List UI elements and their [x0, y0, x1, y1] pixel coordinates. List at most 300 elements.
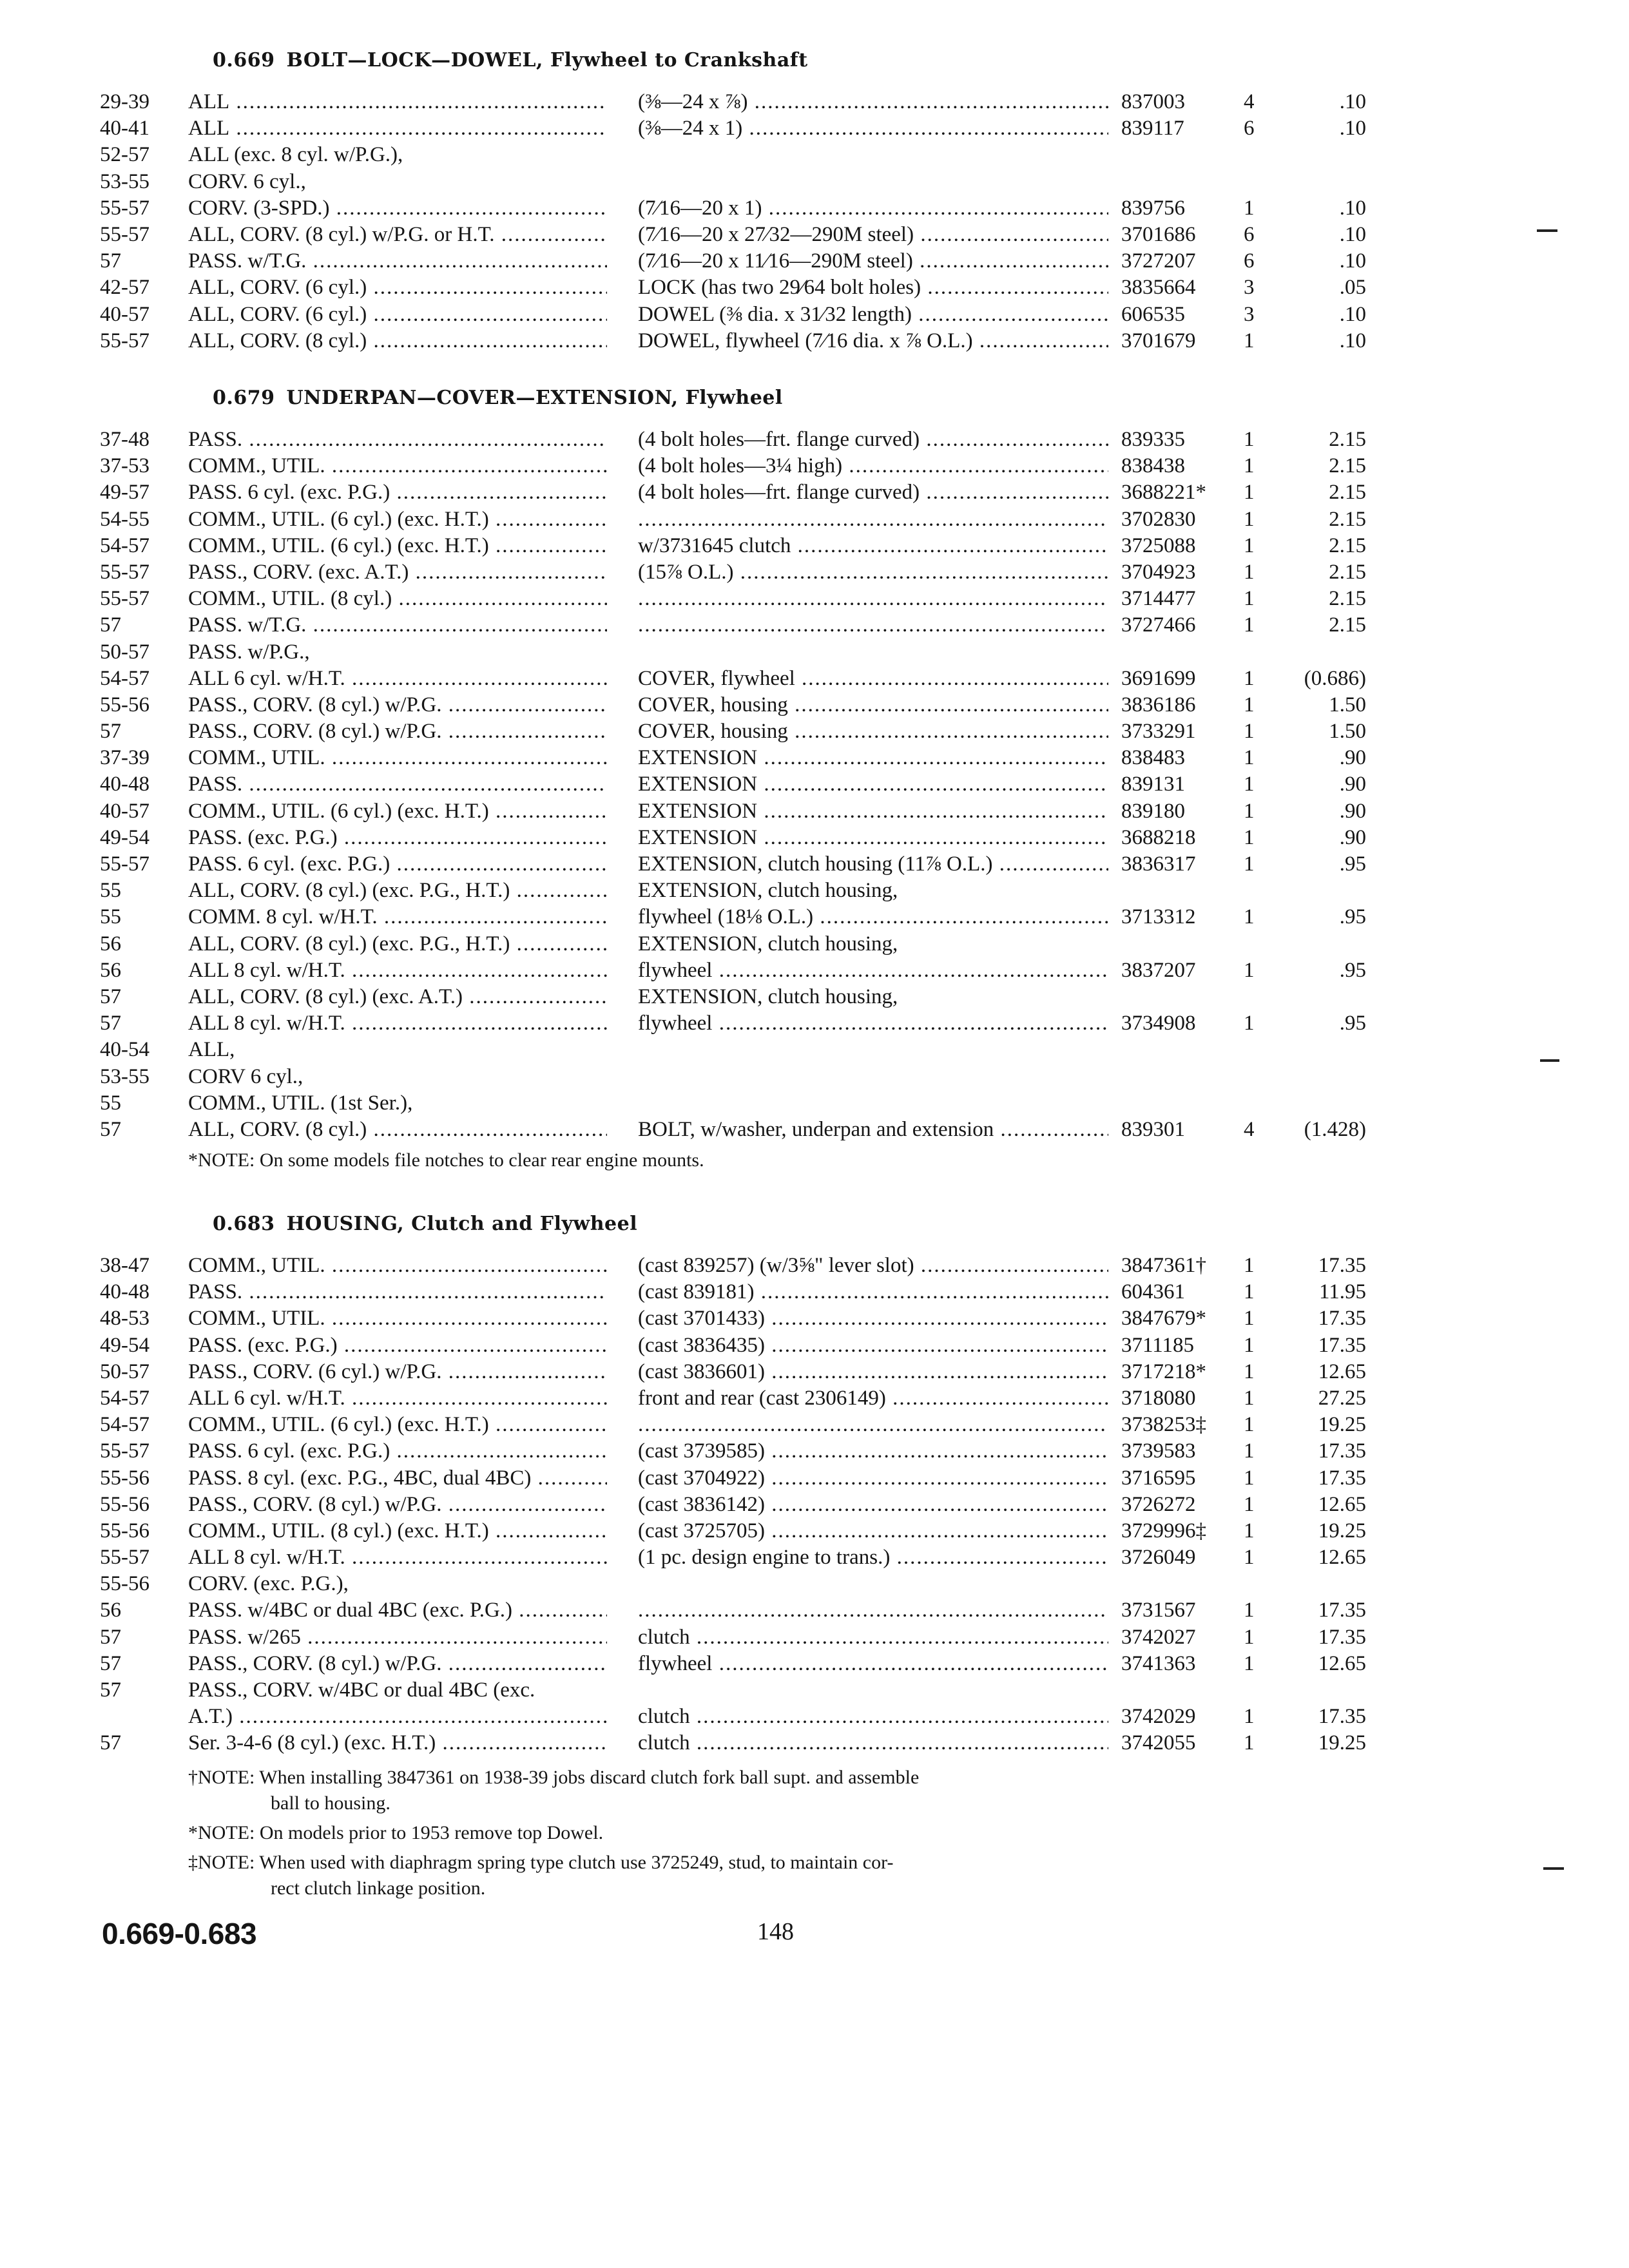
quantity-cell: 1: [1244, 1599, 1255, 1622]
part-number-cell: 3691699: [1121, 666, 1196, 690]
description-cell: (⅜—24 x 1) .....: [638, 115, 1108, 142]
description-cell: front and rear (cast 2306149) .....: [638, 1385, 1108, 1412]
part-number-cell: 3731567: [1121, 1599, 1196, 1622]
table-row: [0, 586, 1629, 612]
year-cell: 56: [100, 932, 121, 956]
year-cell: 50-57: [100, 640, 149, 664]
table-row: [0, 89, 1629, 115]
year-cell: 40-48: [100, 773, 149, 796]
description-cell: clutch .....: [638, 1624, 1108, 1651]
model-cell: ALL 8 cyl. w/H.T. .....: [188, 957, 607, 984]
model-cell: CORV. (3-SPD.) .....: [188, 195, 607, 222]
description-cell: clutch .....: [638, 1730, 1108, 1756]
description-cell: DOWEL, flywheel (7⁄16 dia. x ⅞ O.L.) .....: [638, 328, 1108, 354]
section-title: 0.683 HOUSING, Clutch and Flywheel: [213, 1213, 638, 1235]
year-cell: 55-56: [100, 1466, 149, 1490]
year-cell: 40-57: [100, 302, 149, 326]
quantity-cell: 1: [1244, 825, 1255, 849]
model-cell: PASS. 6 cyl. (exc. P.G.) .....: [188, 1438, 607, 1465]
description-cell: clutch .....: [638, 1704, 1108, 1730]
model-cell: ALL (exc. 8 cyl. w/P.G.),: [188, 143, 403, 167]
part-number-cell: 3701679: [1121, 329, 1196, 352]
table-row: [0, 798, 1629, 825]
model-cell: ALL, CORV. (8 cyl.) (exc. P.G., H.T.) .....: [188, 931, 607, 957]
quantity-cell: 1: [1244, 1625, 1255, 1649]
part-number-cell: 604361: [1121, 1280, 1185, 1304]
parts-table: [0, 89, 1629, 354]
year-cell: 57: [100, 1625, 121, 1649]
table-row: [0, 142, 1629, 168]
price-cell: 2.15: [1329, 481, 1366, 505]
description-cell: (cast 3725705) .....: [638, 1518, 1108, 1544]
section-title: 0.679 UNDERPAN—COVER—EXTENSION, Flywheel: [213, 387, 783, 409]
description-cell: EXTENSION .....: [638, 745, 1108, 771]
model-cell: PASS., CORV. w/4BC or dual 4BC (exc.: [188, 1678, 535, 1702]
model-cell: PASS. 6 cyl. (exc. P.G.) .....: [188, 479, 607, 506]
description-cell: DOWEL (⅜ dia. x 31⁄32 length) .....: [638, 302, 1108, 328]
year-cell: 55-57: [100, 1546, 149, 1570]
year-cell: 49-57: [100, 481, 149, 505]
description-cell: w/3731645 clutch .....: [638, 533, 1108, 559]
quantity-cell: 1: [1244, 560, 1255, 584]
quantity-cell: 1: [1244, 1307, 1255, 1331]
part-number-cell: 3701686: [1121, 222, 1196, 246]
part-number-cell: 3711185: [1121, 1333, 1195, 1357]
table-row: [0, 1438, 1629, 1465]
description-cell: [638, 1597, 1108, 1624]
model-cell: ALL, CORV. (8 cyl.) w/P.G. or H.T. .....: [188, 222, 607, 248]
year-cell: 55: [100, 905, 121, 929]
year-cell: 52-57: [100, 143, 149, 167]
price-cell: 2.15: [1329, 587, 1366, 611]
year-cell: 54-57: [100, 1413, 149, 1437]
part-number-cell: 3726049: [1121, 1546, 1196, 1570]
quantity-cell: 1: [1244, 481, 1255, 505]
year-cell: 40-41: [100, 117, 149, 140]
price-cell: 27.25: [1318, 1386, 1366, 1410]
price-cell: .10: [1339, 249, 1366, 273]
table-row: [0, 559, 1629, 586]
price-cell: .90: [1339, 825, 1366, 849]
quantity-cell: 1: [1244, 1439, 1255, 1463]
year-cell: 37-39: [100, 746, 149, 770]
model-cell: PASS. 8 cyl. (exc. P.G., 4BC, dual 4BC) .....: [188, 1465, 607, 1492]
part-number-cell: 3847361†: [1121, 1254, 1206, 1277]
quantity-cell: 1: [1244, 1466, 1255, 1490]
table-row: [0, 878, 1629, 904]
part-number-cell: 3733291: [1121, 720, 1196, 744]
part-number-cell: 3688218: [1121, 825, 1196, 849]
quantity-cell: 3: [1244, 302, 1255, 326]
quantity-cell: 1: [1244, 720, 1255, 744]
table-row: [0, 302, 1629, 328]
year-cell: 56: [100, 1599, 121, 1622]
model-cell: CORV. (exc. P.G.),: [188, 1572, 349, 1596]
description-cell: EXTENSION, clutch housing,: [638, 932, 898, 956]
part-number-cell: 3702830: [1121, 507, 1196, 531]
part-number-cell: 839335: [1121, 428, 1185, 451]
table-row: [0, 169, 1629, 195]
part-number-cell: 3739583: [1121, 1439, 1196, 1463]
year-cell: 40-57: [100, 799, 149, 823]
table-row: [0, 1090, 1629, 1117]
description-cell: flywheel .....: [638, 1010, 1108, 1037]
model-cell: COMM., UTIL. (6 cyl.) (exc. H.T.) .....: [188, 1412, 607, 1438]
description-cell: flywheel .....: [638, 957, 1108, 984]
price-cell: 12.65: [1318, 1546, 1366, 1570]
quantity-cell: 1: [1244, 666, 1255, 690]
price-cell: .95: [1339, 905, 1366, 929]
price-cell: 17.35: [1318, 1333, 1366, 1357]
part-number-cell: 3727466: [1121, 613, 1196, 637]
price-cell: 19.25: [1318, 1519, 1366, 1542]
model-cell: ALL 8 cyl. w/H.T. .....: [188, 1010, 607, 1037]
model-cell: ALL .....: [188, 89, 607, 115]
model-cell: ALL, CORV. (6 cyl.) .....: [188, 274, 607, 301]
model-cell: PASS., CORV. (8 cyl.) w/P.G. .....: [188, 1492, 607, 1518]
price-cell: 17.35: [1318, 1599, 1366, 1622]
table-row: [0, 1412, 1629, 1438]
table-row: [0, 1332, 1629, 1359]
table-row: [0, 1651, 1629, 1677]
model-cell: ALL 6 cyl. w/H.T. .....: [188, 666, 607, 692]
part-number-cell: 3726272: [1121, 1492, 1196, 1516]
price-cell: 17.35: [1318, 1254, 1366, 1277]
section-note: †NOTE: When installing 3847361 on 1938-39 jobs discard clutch fork ball supt. and assemble: [188, 1767, 920, 1788]
price-cell: 2.15: [1329, 533, 1366, 557]
price-cell: 11.95: [1318, 1280, 1366, 1304]
model-cell: COMM., UTIL. .....: [188, 1253, 607, 1279]
price-cell: (0.686): [1304, 666, 1366, 690]
year-cell: 49-54: [100, 825, 149, 849]
table-row: [0, 248, 1629, 274]
year-cell: 55-56: [100, 1492, 149, 1516]
description-cell: (7⁄16—20 x 1) .....: [638, 195, 1108, 222]
year-cell: 37-53: [100, 454, 149, 478]
quantity-cell: 1: [1244, 533, 1255, 557]
quantity-cell: 1: [1244, 329, 1255, 352]
price-cell: .95: [1339, 852, 1366, 876]
table-row: [0, 1064, 1629, 1090]
quantity-cell: 1: [1244, 905, 1255, 929]
year-cell: 53-55: [100, 1064, 149, 1088]
table-row: [0, 1010, 1629, 1037]
quantity-cell: 1: [1244, 1386, 1255, 1410]
model-cell: COMM., UTIL. (8 cyl.) .....: [188, 586, 607, 612]
quantity-cell: 1: [1244, 1254, 1255, 1277]
price-cell: 17.35: [1318, 1466, 1366, 1490]
year-cell: 57: [100, 1117, 121, 1141]
table-row: [0, 1037, 1629, 1063]
model-cell: PASS. w/P.G.,: [188, 640, 310, 664]
price-cell: (1.428): [1304, 1117, 1366, 1141]
year-cell: 57: [100, 1651, 121, 1675]
year-cell: 48-53: [100, 1307, 149, 1331]
year-cell: 50-57: [100, 1360, 149, 1383]
table-row: [0, 957, 1629, 984]
model-cell: ALL, CORV. (8 cyl.) .....: [188, 1117, 607, 1143]
year-cell: 57: [100, 613, 121, 637]
description-cell: LOCK (has two 29⁄64 bolt holes) .....: [638, 274, 1108, 301]
description-cell: EXTENSION, clutch housing (11⅞ O.L.) .....: [638, 851, 1108, 878]
table-row: [0, 612, 1629, 639]
model-cell: CORV. 6 cyl.,: [188, 169, 306, 193]
year-cell: 42-57: [100, 276, 149, 300]
table-row: [0, 1492, 1629, 1518]
description-cell: (cast 839181) .....: [638, 1279, 1108, 1305]
table-row: [0, 1677, 1629, 1704]
part-number-cell: 3725088: [1121, 533, 1196, 557]
description-cell: (cast 3704922) .....: [638, 1465, 1108, 1492]
model-cell: PASS. (exc. P.G.) .....: [188, 1332, 607, 1359]
price-cell: 19.25: [1318, 1413, 1366, 1437]
table-row: [0, 479, 1629, 506]
model-cell: PASS. w/4BC or dual 4BC (exc. P.G.) .....: [188, 1597, 607, 1624]
part-number-cell: 839180: [1121, 799, 1185, 823]
price-cell: 17.35: [1318, 1307, 1366, 1331]
part-number-cell: 3836317: [1121, 852, 1196, 876]
part-number-cell: 3717218*: [1121, 1360, 1206, 1383]
table-row: [0, 1359, 1629, 1385]
year-cell: 57: [100, 720, 121, 744]
part-number-cell: 838438: [1121, 454, 1185, 478]
model-cell: PASS., CORV. (6 cyl.) w/P.G. .....: [188, 1359, 607, 1385]
section-note: *NOTE: On models prior to 1953 remove top Dowel.: [188, 1822, 604, 1843]
part-number-cell: 3716595: [1121, 1466, 1196, 1490]
description-cell: flywheel (18⅛ O.L.) .....: [638, 904, 1108, 930]
description-cell: EXTENSION, clutch housing,: [638, 879, 898, 903]
year-cell: 57: [100, 1731, 121, 1755]
table-row: [0, 328, 1629, 354]
table-row: [0, 533, 1629, 559]
description-cell: EXTENSION .....: [638, 771, 1108, 798]
description-cell: EXTENSION, clutch housing,: [638, 985, 898, 1008]
table-row: [0, 1253, 1629, 1279]
model-cell: COMM., UTIL. (6 cyl.) (exc. H.T.) .....: [188, 798, 607, 825]
description-cell: (cast 3836435) .....: [638, 1332, 1108, 1359]
price-cell: 17.35: [1318, 1439, 1366, 1463]
model-cell: COMM., UTIL. .....: [188, 1305, 607, 1332]
quantity-cell: 6: [1244, 249, 1255, 273]
model-cell: PASS. 6 cyl. (exc. P.G.) .....: [188, 851, 607, 878]
table-row: [0, 931, 1629, 957]
model-cell: PASS., CORV. (8 cyl.) w/P.G. .....: [188, 692, 607, 718]
quantity-cell: 1: [1244, 773, 1255, 796]
description-cell: EXTENSION .....: [638, 825, 1108, 851]
description-cell: (cast 3836142) .....: [638, 1492, 1108, 1518]
price-cell: 1.50: [1329, 720, 1366, 744]
description-cell: (1 pc. design engine to trans.) .....: [638, 1544, 1108, 1571]
table-row: [0, 1730, 1629, 1756]
quantity-cell: 3: [1244, 276, 1255, 300]
section-note: ‡NOTE: When used with diaphragm spring type clutch use 3725249, stud, to maintain cor-: [188, 1852, 894, 1873]
part-number-cell: 837003: [1121, 90, 1185, 113]
price-cell: .95: [1339, 958, 1366, 982]
price-cell: 19.25: [1318, 1731, 1366, 1755]
model-cell: PASS., CORV. (8 cyl.) w/P.G. .....: [188, 718, 607, 745]
year-cell: 57: [100, 1012, 121, 1035]
description-cell: EXTENSION .....: [638, 798, 1108, 825]
section-note: ball to housing.: [271, 1792, 390, 1814]
year-cell: 55-57: [100, 1439, 149, 1463]
price-cell: .05: [1339, 276, 1366, 300]
year-cell: 37-48: [100, 428, 149, 451]
table-row: [0, 639, 1629, 666]
model-cell: COMM., UTIL. (6 cyl.) (exc. H.T.) .....: [188, 506, 607, 533]
price-cell: 2.15: [1329, 507, 1366, 531]
quantity-cell: 1: [1244, 1519, 1255, 1542]
description-cell: (15⅞ O.L.) .....: [638, 559, 1108, 586]
page-number: 148: [757, 1918, 794, 1945]
table-row: [0, 771, 1629, 798]
quantity-cell: 1: [1244, 852, 1255, 876]
part-number-cell: 3741363: [1121, 1651, 1196, 1675]
year-cell: 40-48: [100, 1280, 149, 1304]
model-cell: ALL,: [188, 1038, 235, 1062]
year-cell: 55-57: [100, 196, 149, 220]
quantity-cell: 4: [1244, 90, 1255, 113]
description-cell: BOLT, w/washer, underpan and extension .....: [638, 1117, 1108, 1143]
part-number-cell: 3835664: [1121, 276, 1196, 300]
price-cell: .10: [1339, 302, 1366, 326]
year-cell: 55-57: [100, 560, 149, 584]
table-row: [0, 1544, 1629, 1571]
price-cell: 12.65: [1318, 1492, 1366, 1516]
model-cell: Ser. 3-4-6 (8 cyl.) (exc. H.T.) .....: [188, 1730, 607, 1756]
year-cell: 57: [100, 249, 121, 273]
quantity-cell: 1: [1244, 587, 1255, 611]
model-cell: ALL, CORV. (8 cyl.) (exc. A.T.) .....: [188, 984, 607, 1010]
model-cell: PASS., CORV. (8 cyl.) w/P.G. .....: [188, 1651, 607, 1677]
quantity-cell: 1: [1244, 613, 1255, 637]
parts-table: [0, 427, 1629, 1143]
description-cell: (cast 3739585) .....: [638, 1438, 1108, 1465]
part-number-cell: 3738253‡: [1121, 1413, 1206, 1437]
quantity-cell: 1: [1244, 746, 1255, 770]
model-cell: PASS., CORV. (exc. A.T.) .....: [188, 559, 607, 586]
year-cell: 54-57: [100, 533, 149, 557]
model-cell: CORV 6 cyl.,: [188, 1064, 304, 1088]
model-cell: PASS. .....: [188, 427, 607, 453]
description-cell: [638, 612, 1108, 639]
year-cell: 55-57: [100, 222, 149, 246]
section-note: rect clutch linkage position.: [271, 1878, 486, 1899]
table-row: [0, 222, 1629, 248]
price-cell: .10: [1339, 90, 1366, 113]
part-number-cell: 3713312: [1121, 905, 1196, 929]
year-cell: 54-55: [100, 507, 149, 531]
quantity-cell: 1: [1244, 1731, 1255, 1755]
price-cell: 1.50: [1329, 693, 1366, 716]
year-cell: 55-56: [100, 693, 149, 716]
part-number-cell: 3727207: [1121, 249, 1196, 273]
price-cell: 17.35: [1318, 1705, 1366, 1729]
year-cell: 56: [100, 958, 121, 982]
part-number-cell: 3729996‡: [1121, 1519, 1206, 1542]
description-cell: [638, 586, 1108, 612]
price-cell: 2.15: [1329, 454, 1366, 478]
model-cell: PASS. .....: [188, 1279, 607, 1305]
description-cell: COVER, housing .....: [638, 692, 1108, 718]
quantity-cell: 4: [1244, 1117, 1255, 1141]
price-cell: .10: [1339, 329, 1366, 352]
part-number-cell: 3688221*: [1121, 481, 1206, 505]
part-number-cell: 839301: [1121, 1117, 1185, 1141]
description-cell: COVER, flywheel .....: [638, 666, 1108, 692]
table-row: [0, 453, 1629, 479]
model-cell: PASS. w/265 .....: [188, 1624, 607, 1651]
year-cell: 29-39: [100, 90, 149, 113]
section-note: *NOTE: On some models file notches to clear rear engine mounts.: [188, 1149, 704, 1171]
description-cell: COVER, housing .....: [638, 718, 1108, 745]
quantity-cell: 1: [1244, 1280, 1255, 1304]
table-row: [0, 666, 1629, 692]
table-row: [0, 195, 1629, 222]
table-row: [0, 745, 1629, 771]
table-row: [0, 427, 1629, 453]
part-number-cell: 3742027: [1121, 1625, 1196, 1649]
description-cell: (⅜—24 x ⅞) .....: [638, 89, 1108, 115]
table-row: [0, 1117, 1629, 1143]
table-row: [0, 825, 1629, 851]
description-cell: (4 bolt holes—3¼ high) .....: [638, 453, 1108, 479]
model-cell: ALL, CORV. (8 cyl.) .....: [188, 328, 607, 354]
price-cell: 17.35: [1318, 1625, 1366, 1649]
description-cell: (4 bolt holes—frt. flange curved) .....: [638, 479, 1108, 506]
model-cell: ALL, CORV. (8 cyl.) (exc. P.G., H.T.) .....: [188, 878, 607, 904]
table-row: [0, 1704, 1629, 1730]
year-cell: 55-56: [100, 1519, 149, 1542]
year-cell: 55-57: [100, 587, 149, 611]
table-row: [0, 1597, 1629, 1624]
quantity-cell: 1: [1244, 428, 1255, 451]
table-row: [0, 1624, 1629, 1651]
quantity-cell: 1: [1244, 1360, 1255, 1383]
part-number-cell: 606535: [1121, 302, 1185, 326]
footer-section-range: 0.669-0.683: [102, 1917, 257, 1950]
part-number-cell: 3714477: [1121, 587, 1196, 611]
part-number-cell: 3837207: [1121, 958, 1196, 982]
table-row: [0, 904, 1629, 930]
part-number-cell: 3704923: [1121, 560, 1196, 584]
description-cell: (7⁄16—20 x 11⁄16—290M steel) .....: [638, 248, 1108, 274]
quantity-cell: 6: [1244, 117, 1255, 140]
quantity-cell: 1: [1244, 196, 1255, 220]
year-cell: 55-57: [100, 329, 149, 352]
model-cell: COMM., UTIL. (8 cyl.) (exc. H.T.) .....: [188, 1518, 607, 1544]
price-cell: 12.65: [1318, 1651, 1366, 1675]
table-row: [0, 1571, 1629, 1597]
model-cell: PASS. w/T.G. .....: [188, 248, 607, 274]
year-cell: 57: [100, 1678, 121, 1702]
quantity-cell: 1: [1244, 958, 1255, 982]
quantity-cell: 1: [1244, 693, 1255, 716]
price-cell: .90: [1339, 773, 1366, 796]
year-cell: 49-54: [100, 1333, 149, 1357]
model-cell: PASS. (exc. P.G.) .....: [188, 825, 607, 851]
year-cell: 40-54: [100, 1038, 149, 1062]
table-row: [0, 1385, 1629, 1412]
table-row: [0, 1305, 1629, 1332]
table-row: [0, 506, 1629, 533]
model-cell: ALL 6 cyl. w/H.T. .....: [188, 1385, 607, 1412]
quantity-cell: 1: [1244, 1705, 1255, 1729]
quantity-cell: 1: [1244, 507, 1255, 531]
table-row: [0, 1465, 1629, 1492]
table-row: [0, 851, 1629, 878]
part-number-cell: 3742055: [1121, 1731, 1196, 1755]
year-cell: 38-47: [100, 1254, 149, 1277]
